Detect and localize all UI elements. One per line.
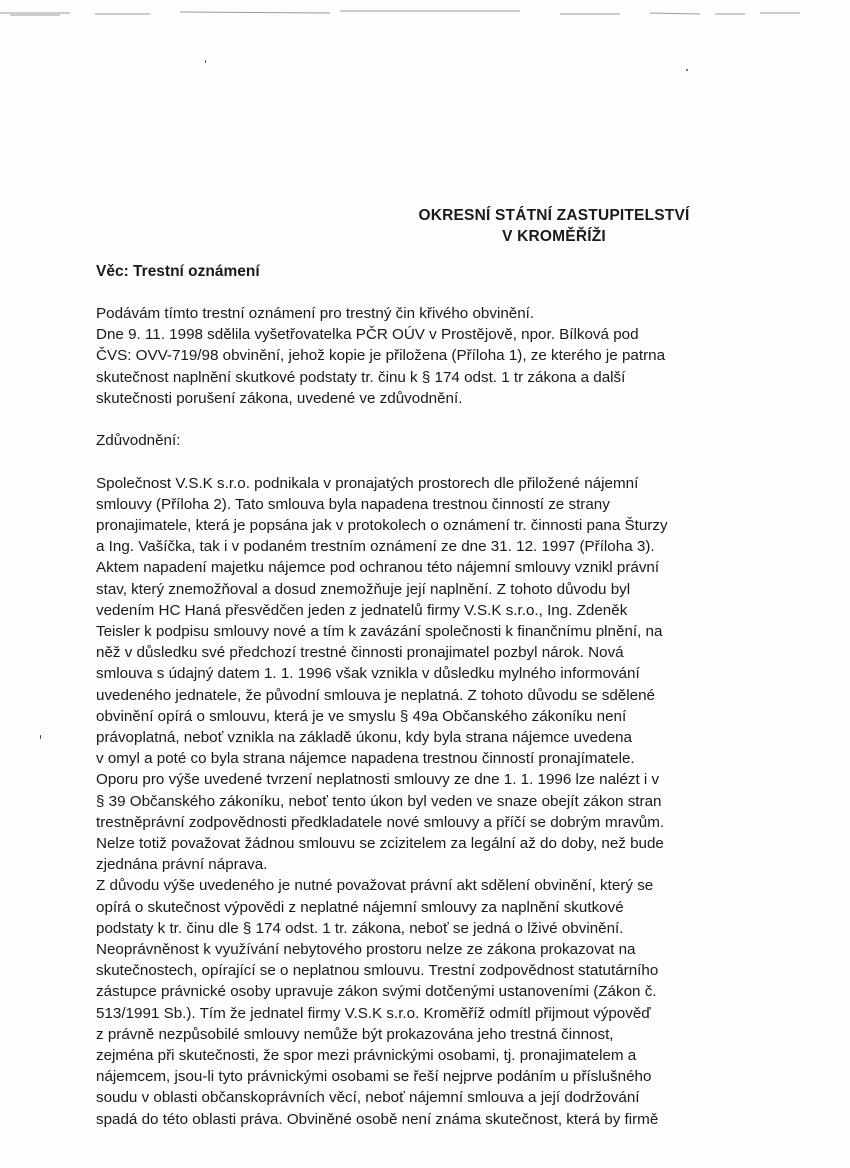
text-line: v omyl a poté co byla strana nájemce napadena trestnou činností pronajímatele. <box>96 750 635 768</box>
text-line: právoplatná, neboť vznikla na základě úkonu, kdy byla strana nájemce uvedena <box>96 729 632 747</box>
text-line: trestněprávní zodpovědnosti předkladatele nové smlouvy a příčí se dobrým mravům. <box>96 813 665 831</box>
text-line: vedením HC Haná přesvědčen jeden z jednatelů firmy V.S.K s.r.o., Ing. Zdeněk <box>96 601 628 619</box>
recipient-block <box>404 205 704 247</box>
text-line: ČVS: OVV-719/98 obvinění, jehož kopie je přiložena (Příloha 1), ze kterého je patrna <box>96 347 666 365</box>
text-line: skutečnostech, opírající se o neplatnou smlouvu. Trestní zodpovědnost statutárního <box>96 962 659 980</box>
text-line: smlouva s údajný datem 1. 1. 1996 však vznikla v důsledku mylného informování <box>96 665 640 683</box>
text-line: zástupce právnické osoby upravuje zákon svými dotčenými ustanoveními (Zákon č. <box>96 983 657 1001</box>
text-line: Podávám tímto trestní oznámení pro trestný čin křivého obvinění. <box>96 305 535 322</box>
scan-speck <box>686 69 688 71</box>
text-line: zejména při skutečnosti, že spor mezi právnickými osobami, tj. pronajimatelem a <box>96 1047 637 1065</box>
text-line: skutečnost naplnění skutkové podstaty tr. činu k § 174 odst. 1 tr zákona a další <box>96 368 626 386</box>
text-line: soudu v oblasti občanskoprávních věcí, neboť nájemní smlouva a její dodržování <box>96 1089 640 1107</box>
text-line: Společnost V.S.K s.r.o. podnikala v pronajatých prostorech dle přiložené nájemní <box>96 474 639 492</box>
text-line: Nelze totiž považovat žádnou smlouvu se zcizitelem za legální až do doby, než bude <box>96 835 664 853</box>
text-line: něž v důsledku své předchozí trestné činnosti pronajimatel pozbyl nárok. Nová <box>96 644 624 662</box>
text-line: Dne 9. 11. 1998 sdělila vyšetřovatelka PČR OÚV v Prostějově, npor. Bílková pod <box>96 326 639 344</box>
paragraph-heading <box>96 430 736 451</box>
text-line: obvinění opírá o smlouvu, která je ve smyslu § 49a Občanského zákoníku není <box>96 707 627 725</box>
text-line: pronajimatele, která je popsána jak v protokolech o oznámení tr. činnosti pana Šturzy <box>96 517 668 534</box>
text-line: § 39 Občanského zákoníku, neboť tento úkon byl veden ve snaze obejít zákon stran <box>96 792 662 810</box>
text-line: uvedeného jednatele, že původní smlouva je neplatná. Z tohoto důvodu se sdělené <box>96 686 655 704</box>
recipient-line: V KROMĚŘÍŽI <box>502 228 606 245</box>
text-line: Teisler k podpisu smlouvy nové a tím k zavázání společnosti k finančnímu plnění, na <box>96 623 663 641</box>
text-line: zjednána právní náprava. <box>96 856 268 874</box>
text-line: Neoprávněnost k využívání nebytového prostoru nelze ze zákona prokazovat na <box>96 941 636 959</box>
text-line: spadá do této oblasti práva. Obviněné osobě není známa skutečnost, která by firmě <box>96 1110 659 1128</box>
text-line: Oporu pro výše uvedené tvrzení neplatnosti smlouvy ze dne 1. 1. 1996 lze nalézt i v <box>96 771 660 789</box>
recipient-line: OKRESNÍ STÁTNÍ ZASTUPITELSTVÍ <box>418 207 690 224</box>
text-line: Aktem napadení majetku nájemce pod ochranou této nájemní smlouvy vznikl právní <box>96 559 660 577</box>
text-line: stav, který znemožňoval a dosud znemožňuje její naplnění. Z tohoto důvodu byl <box>96 580 631 598</box>
text-line: Z důvodu výše uvedeného je nutné považovat právní akt sdělení obvinění, který se <box>96 877 654 895</box>
letter-body <box>96 303 736 1130</box>
text-line: smlouvy (Příloha 2). Tato smlouva byla napadena trestnou činností ze strany <box>96 495 610 513</box>
text-line: skutečnosti porušení zákona, uvedené ve zdůvodnění. <box>96 389 463 407</box>
text-line: podstaty k tr. činu dle § 174 odst. 1 tr. zákona, neboť se jedná o lživé obvinění. <box>96 919 624 937</box>
paragraph-intro <box>96 303 736 409</box>
text-line: a Ing. Vašíčka, tak i v podaném trestním oznámení ze dne 31. 12. 1997 (Příloha 3). <box>96 538 655 556</box>
paragraph-reasoning <box>96 473 736 1130</box>
text-line: 513/1991 Sb.). Tím že jednatel firmy V.S.K s.r.o. Kroměříž odmítl přijmout výpověď <box>96 1004 651 1022</box>
subject-heading: Věc: Trestní oznámení <box>96 263 260 280</box>
scan-speck <box>205 60 206 63</box>
text-line: opírá o skutečnost výpovědi z neplatné nájemní smlouvy za naplnění skutkové <box>96 898 624 916</box>
text-line: z právně nezpůsobilé smlouvy nemůže být prokazována jeho trestná činnost, <box>96 1025 614 1043</box>
scan-edge-marks <box>0 8 850 22</box>
text-line: nájemcem, jsou-li tyto právnickými osobami se řeší nejprve podáním u příslušného <box>96 1068 652 1086</box>
section-heading: Zdůvodnění: <box>96 432 181 450</box>
scan-speck <box>40 735 41 739</box>
